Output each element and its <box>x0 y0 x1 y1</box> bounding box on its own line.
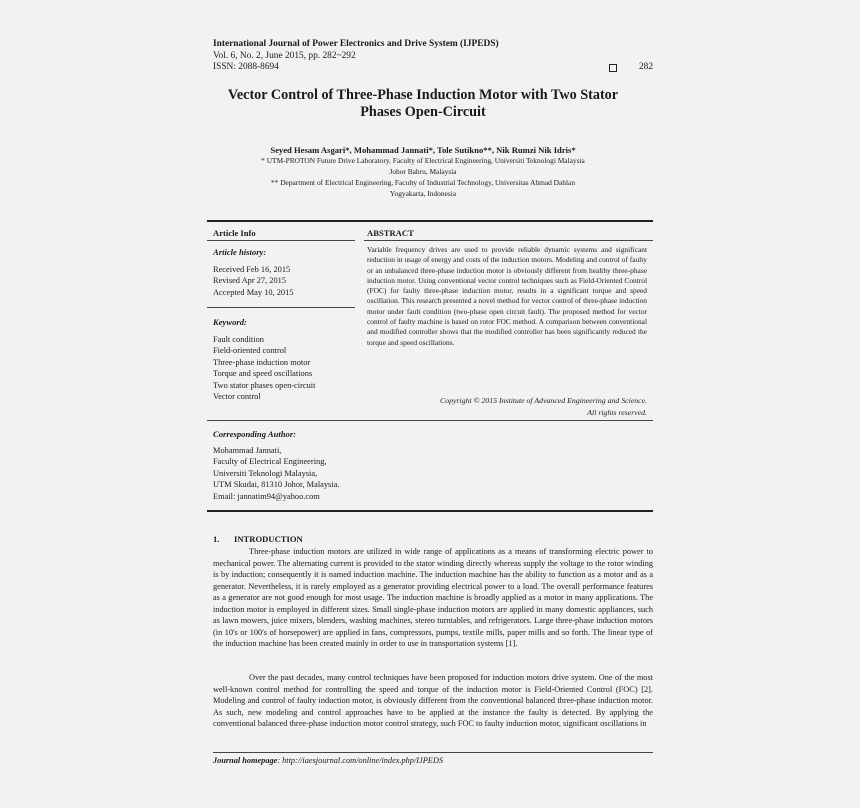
keyword-item: Field-oriented control <box>213 346 287 356</box>
affiliation-1 <box>213 156 633 177</box>
journal-name: International Journal of Power Electronics and Drive System (IJPEDS) <box>213 39 499 49</box>
corresponding-author-label: Corresponding Author: <box>213 429 297 439</box>
author-email: Email: jannatim94@yahoo.com <box>213 491 320 501</box>
rule-history <box>207 307 355 308</box>
history-accepted: Accepted May 10, 2015 <box>213 287 294 297</box>
author-address: UTM Skudai, 81310 Johor, Malaysia. <box>213 480 340 490</box>
author-faculty: Faculty of Electrical Engineering, <box>213 457 327 467</box>
keyword-list <box>213 334 315 402</box>
paper-title: Vector Control of Three-Phase Induction Motor with Two Stator Phases Open-Circuit <box>227 87 619 120</box>
rule-corresponding <box>207 510 653 512</box>
footer-url[interactable]: : http://iaesjournal.com/online/index.php/IJPEDS <box>277 756 443 765</box>
authors: Seyed Hesam Asgari*, Mohammad Jannati*, Tole Sutikno**, Nik Rumzi Nik Idris* <box>270 145 576 155</box>
abstract-text: Variable frequency drives are used to provide reliable dynamic systems and significant reduction in usage of energy and costs of the induction motors. Modeling and control of faulty or an unbalanced three-phase induction motor is obviously different from healthy three-phase induction motor. Using conventional vector control techniques such as Field-Oriented Control (FOC) for faulty three-phase induction motor, results in a significant torque and speed oscillation. This research presented a novel method for vector control of three-phase induction motor under fault condition (two-phase open circuit fault). The proposed method for vector control of faulty machine is based on rotor FOC method. A comparison between conventional and modified controller shows that the modified controller has been significantly reduced the torque and speed oscillations. <box>367 245 647 347</box>
copyright-line1: Copyright © 2015 Institute of Advanced Engineering and Science. <box>440 396 647 405</box>
section-title: INTRODUCTION <box>234 534 303 544</box>
history-revised: Revised Apr 27, 2015 <box>213 276 287 286</box>
keyword-item: Fault condition <box>213 335 264 344</box>
square-bullet-icon <box>609 64 617 72</box>
intro-paragraph-2-text: Over the past decades, many control techniques have been proposed for induction motors drive system. One of the most well-known control method for controlling the speed and torque of the induction motor is Field-Oriented Control (FOC) [2]. Modeling and control of faulty induction motor, is obviously different from the conventional balanced three-phase induction motor. As such, new modeling and control approaches have to be applied at the instance the faulty is detected. By applying the conventional balanced three-phase induction motor control strategy, such FOC to faulty induction motor, significant oscillations in <box>213 673 653 729</box>
journal-homepage-footer <box>213 756 443 765</box>
rule-info-heading <box>207 240 355 241</box>
keyword-item: Torque and speed oscillations <box>213 369 313 379</box>
rule-top <box>207 220 653 222</box>
rule-keywords <box>207 420 653 421</box>
footer-label: Journal homepage <box>213 756 278 765</box>
author-name: Mohammad Jannati, <box>213 446 282 455</box>
abstract-heading: ABSTRACT <box>367 228 414 238</box>
affiliation-2-line1: ** Department of Electrical Engineering, Faculty of Industrial Technology, Universitas Ahmad Dahlan <box>270 178 576 187</box>
keyword-item: Two stator phases open-circuit <box>213 380 316 390</box>
copyright-notice <box>367 395 647 418</box>
volume-info: Vol. 6, No. 2, June 2015, pp. 282~292 <box>213 50 356 61</box>
issn: ISSN: 2088-8694 <box>213 62 279 72</box>
affiliation-1-line1: * UTM-PROTON Future Drive Laboratory, Faculty of Electrical Engineering, Universiti Teknologi Malaysia <box>261 156 585 165</box>
author-university: Universiti Teknologi Malaysia, <box>213 468 318 478</box>
keyword-item: Vector control <box>213 392 261 402</box>
intro-paragraph-2 <box>213 672 653 730</box>
section-number: 1. <box>213 534 220 544</box>
page-number: 282 <box>638 62 653 72</box>
copyright-line2: All rights reserved. <box>587 407 647 417</box>
rule-footer <box>213 752 653 753</box>
section-heading-introduction <box>213 534 303 544</box>
rule-abstract-heading <box>364 240 653 241</box>
keyword-item: Three-phase induction motor <box>213 357 311 367</box>
intro-paragraph-1-text: Three-phase induction motors are utilized in wide range of applications as a means of transforming electric power to mechanical power. The alternating current is provided to the stator winding directly whereas supply the voltage to the rotor winding is by induction; consequently it is named induction machine. The induction machine has the ability to function as a motor and as a generator. Nevertheless, it is rarely employed as a generator providing electrical power to a load. The overall performance features as a generator are not good enough for most usage. The induction machine is broadly applied as a motor in many applications. The induction motor is employed in different sizes. Small single-phase induction motors are applied in many domestic appliances, such as lawn mowers, juice mixers, blenders, washing machines, stereo turntables, and refrigerators. Large three-phase induction motors (in 10's or 100's of horsepower) are applied in fans, compressors, pumps, textile mills, paper mills and so forth. The linear type of the induction machine has been created mainly in order to use in transportation systems [1]. <box>213 547 653 649</box>
article-info-heading: Article Info <box>213 228 256 238</box>
affiliation-2 <box>213 178 633 199</box>
affiliation-2-line2: Yogyakarta, Indonesia <box>389 188 457 198</box>
corresponding-author <box>213 445 339 502</box>
history-received: Received Feb 16, 2015 <box>213 265 291 274</box>
intro-paragraph-1 <box>213 546 653 650</box>
affiliation-1-line2: Johor Bahru, Malaysia <box>389 166 457 176</box>
article-history <box>213 264 293 298</box>
running-header <box>213 39 653 74</box>
keyword-label: Keyword: <box>213 317 247 327</box>
article-history-label: Article history: <box>213 247 267 257</box>
